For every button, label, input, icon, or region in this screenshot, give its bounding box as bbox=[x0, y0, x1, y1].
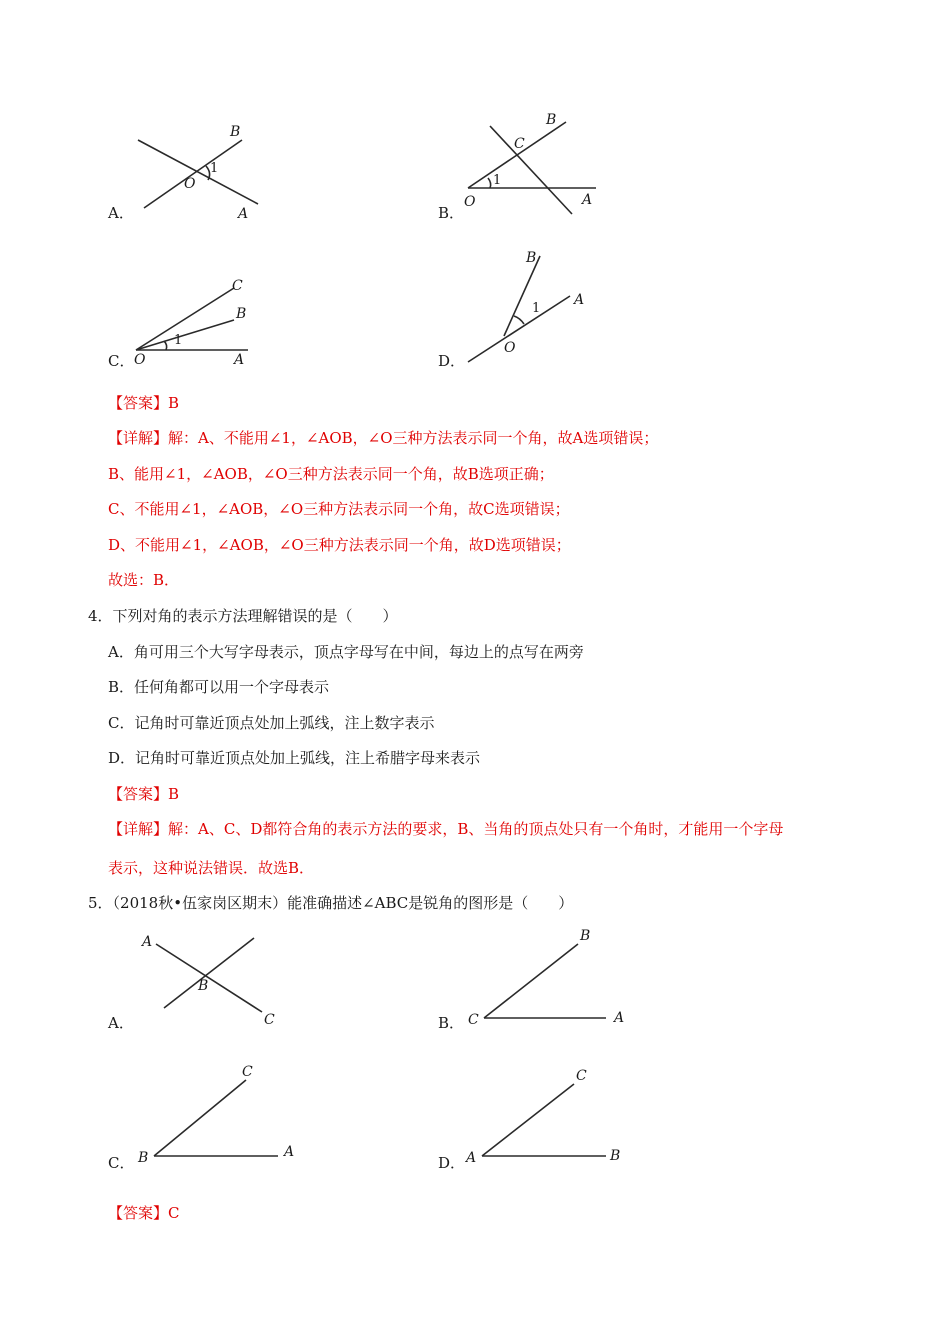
q3-figure-c bbox=[130, 270, 270, 370]
label-point-a: A bbox=[142, 934, 153, 950]
answer-tag: 【答案】 bbox=[108, 1204, 169, 1222]
answer-value: B bbox=[168, 394, 180, 412]
q5-option-b-label: B． bbox=[438, 1014, 465, 1032]
label-point-a: A bbox=[238, 206, 249, 222]
label-point-b: B bbox=[138, 1150, 149, 1166]
label-point-c: C bbox=[264, 1012, 275, 1028]
q3-answer bbox=[108, 392, 179, 413]
label-point-b: B bbox=[610, 1148, 621, 1164]
q4-stem: 4．下列对角的表示方法理解错误的是（ ） bbox=[88, 607, 398, 625]
q3-detail-line-4: D、不能用∠1，∠AOB，∠O三种方法表示同一个角，故D选项错误； bbox=[108, 536, 571, 554]
q4-choice-c: C．记角时可靠近顶点处加上弧线，注上数字表示 bbox=[108, 714, 435, 732]
answer-value: B bbox=[168, 785, 180, 803]
detail-text: 解：A、C、D都符合角的表示方法的要求，B、当角的顶点处只有一个角时，才能用一个字母 bbox=[168, 820, 784, 838]
label-point-b: B bbox=[526, 250, 537, 266]
label-point-b: B bbox=[236, 306, 247, 322]
label-angle-1: 1 bbox=[532, 301, 541, 316]
q3-option-c-label: C． bbox=[108, 352, 135, 370]
label-angle-1: 1 bbox=[493, 173, 502, 188]
q5-option-d-label: D． bbox=[438, 1154, 466, 1172]
label-point-c: C bbox=[576, 1068, 587, 1084]
label-angle-1: 1 bbox=[174, 333, 183, 348]
answer-tag: 【答案】 bbox=[108, 785, 169, 803]
q5-answer bbox=[108, 1202, 180, 1223]
q4-choice-a: A．角可用三个大写字母表示，顶点字母写在中间，每边上的点写在两旁 bbox=[108, 643, 584, 661]
q4-choice-b: B．任何角都可以用一个字母表示 bbox=[108, 678, 330, 696]
q5-figure-b bbox=[460, 922, 640, 1030]
q4-detail-line-2: 表示，这种说法错误．故选B． bbox=[108, 859, 315, 877]
q3-option-b-label: B． bbox=[438, 204, 465, 222]
q5-option-a-label: A． bbox=[108, 1014, 134, 1032]
label-point-c: C bbox=[468, 1012, 479, 1028]
label-point-c: C bbox=[232, 278, 243, 294]
label-point-a: A bbox=[582, 192, 593, 208]
label-point-a: A bbox=[614, 1010, 625, 1026]
label-point-b: B bbox=[580, 928, 591, 944]
q5-stem: 5．（2018秋•伍家岗区期末）能准确描述∠ABC是锐角的图形是（ ） bbox=[88, 894, 574, 912]
q3-detail-line-3: C、不能用∠1，∠AOB，∠O三种方法表示同一个角，故C选项错误； bbox=[108, 500, 570, 518]
answer-tag: 【答案】 bbox=[108, 394, 169, 412]
q5-figure-a bbox=[130, 926, 290, 1032]
label-point-c: C bbox=[242, 1064, 253, 1080]
label-point-a: A bbox=[284, 1144, 295, 1160]
q3-detail-line-5: 故选：B． bbox=[108, 571, 180, 589]
label-point-o: O bbox=[134, 352, 146, 368]
q3-figure-a bbox=[130, 118, 270, 223]
label-point-b: B bbox=[546, 112, 557, 128]
label-point-a: A bbox=[466, 1150, 477, 1166]
q5-option-c-label: C． bbox=[108, 1154, 135, 1172]
q5-figure-d bbox=[460, 1062, 640, 1168]
q4-detail-line-1 bbox=[108, 818, 783, 839]
label-point-a: A bbox=[234, 352, 245, 368]
label-point-c: C bbox=[514, 136, 525, 152]
label-point-o: O bbox=[184, 176, 196, 192]
q3-detail-line-1 bbox=[108, 427, 658, 448]
answer-value: C bbox=[168, 1204, 180, 1222]
q3-detail-line-2: B、能用∠1，∠AOB，∠O三种方法表示同一个角，故B选项正确； bbox=[108, 465, 554, 483]
detail-tag: 【详解】 bbox=[108, 820, 169, 838]
q4-answer bbox=[108, 783, 179, 804]
q3-option-a-label: A． bbox=[108, 204, 134, 222]
detail-tag: 【详解】 bbox=[108, 429, 169, 447]
q4-choice-d: D．记角时可靠近顶点处加上弧线，注上希腊字母来表示 bbox=[108, 749, 481, 767]
label-point-o: O bbox=[464, 194, 476, 210]
label-point-b: B bbox=[230, 124, 241, 140]
label-point-b: B bbox=[198, 978, 209, 994]
q3-option-d-label: D． bbox=[438, 352, 466, 370]
label-point-a: A bbox=[574, 292, 585, 308]
label-angle-1: 1 bbox=[210, 161, 219, 176]
q3-figure-d bbox=[460, 246, 600, 366]
q3-figure-b bbox=[460, 108, 610, 220]
label-point-o: O bbox=[504, 340, 516, 356]
detail-text: 解：A、不能用∠1，∠AOB，∠O三种方法表示同一个角，故A选项错误； bbox=[168, 429, 659, 447]
q5-figure-c bbox=[130, 1058, 310, 1168]
